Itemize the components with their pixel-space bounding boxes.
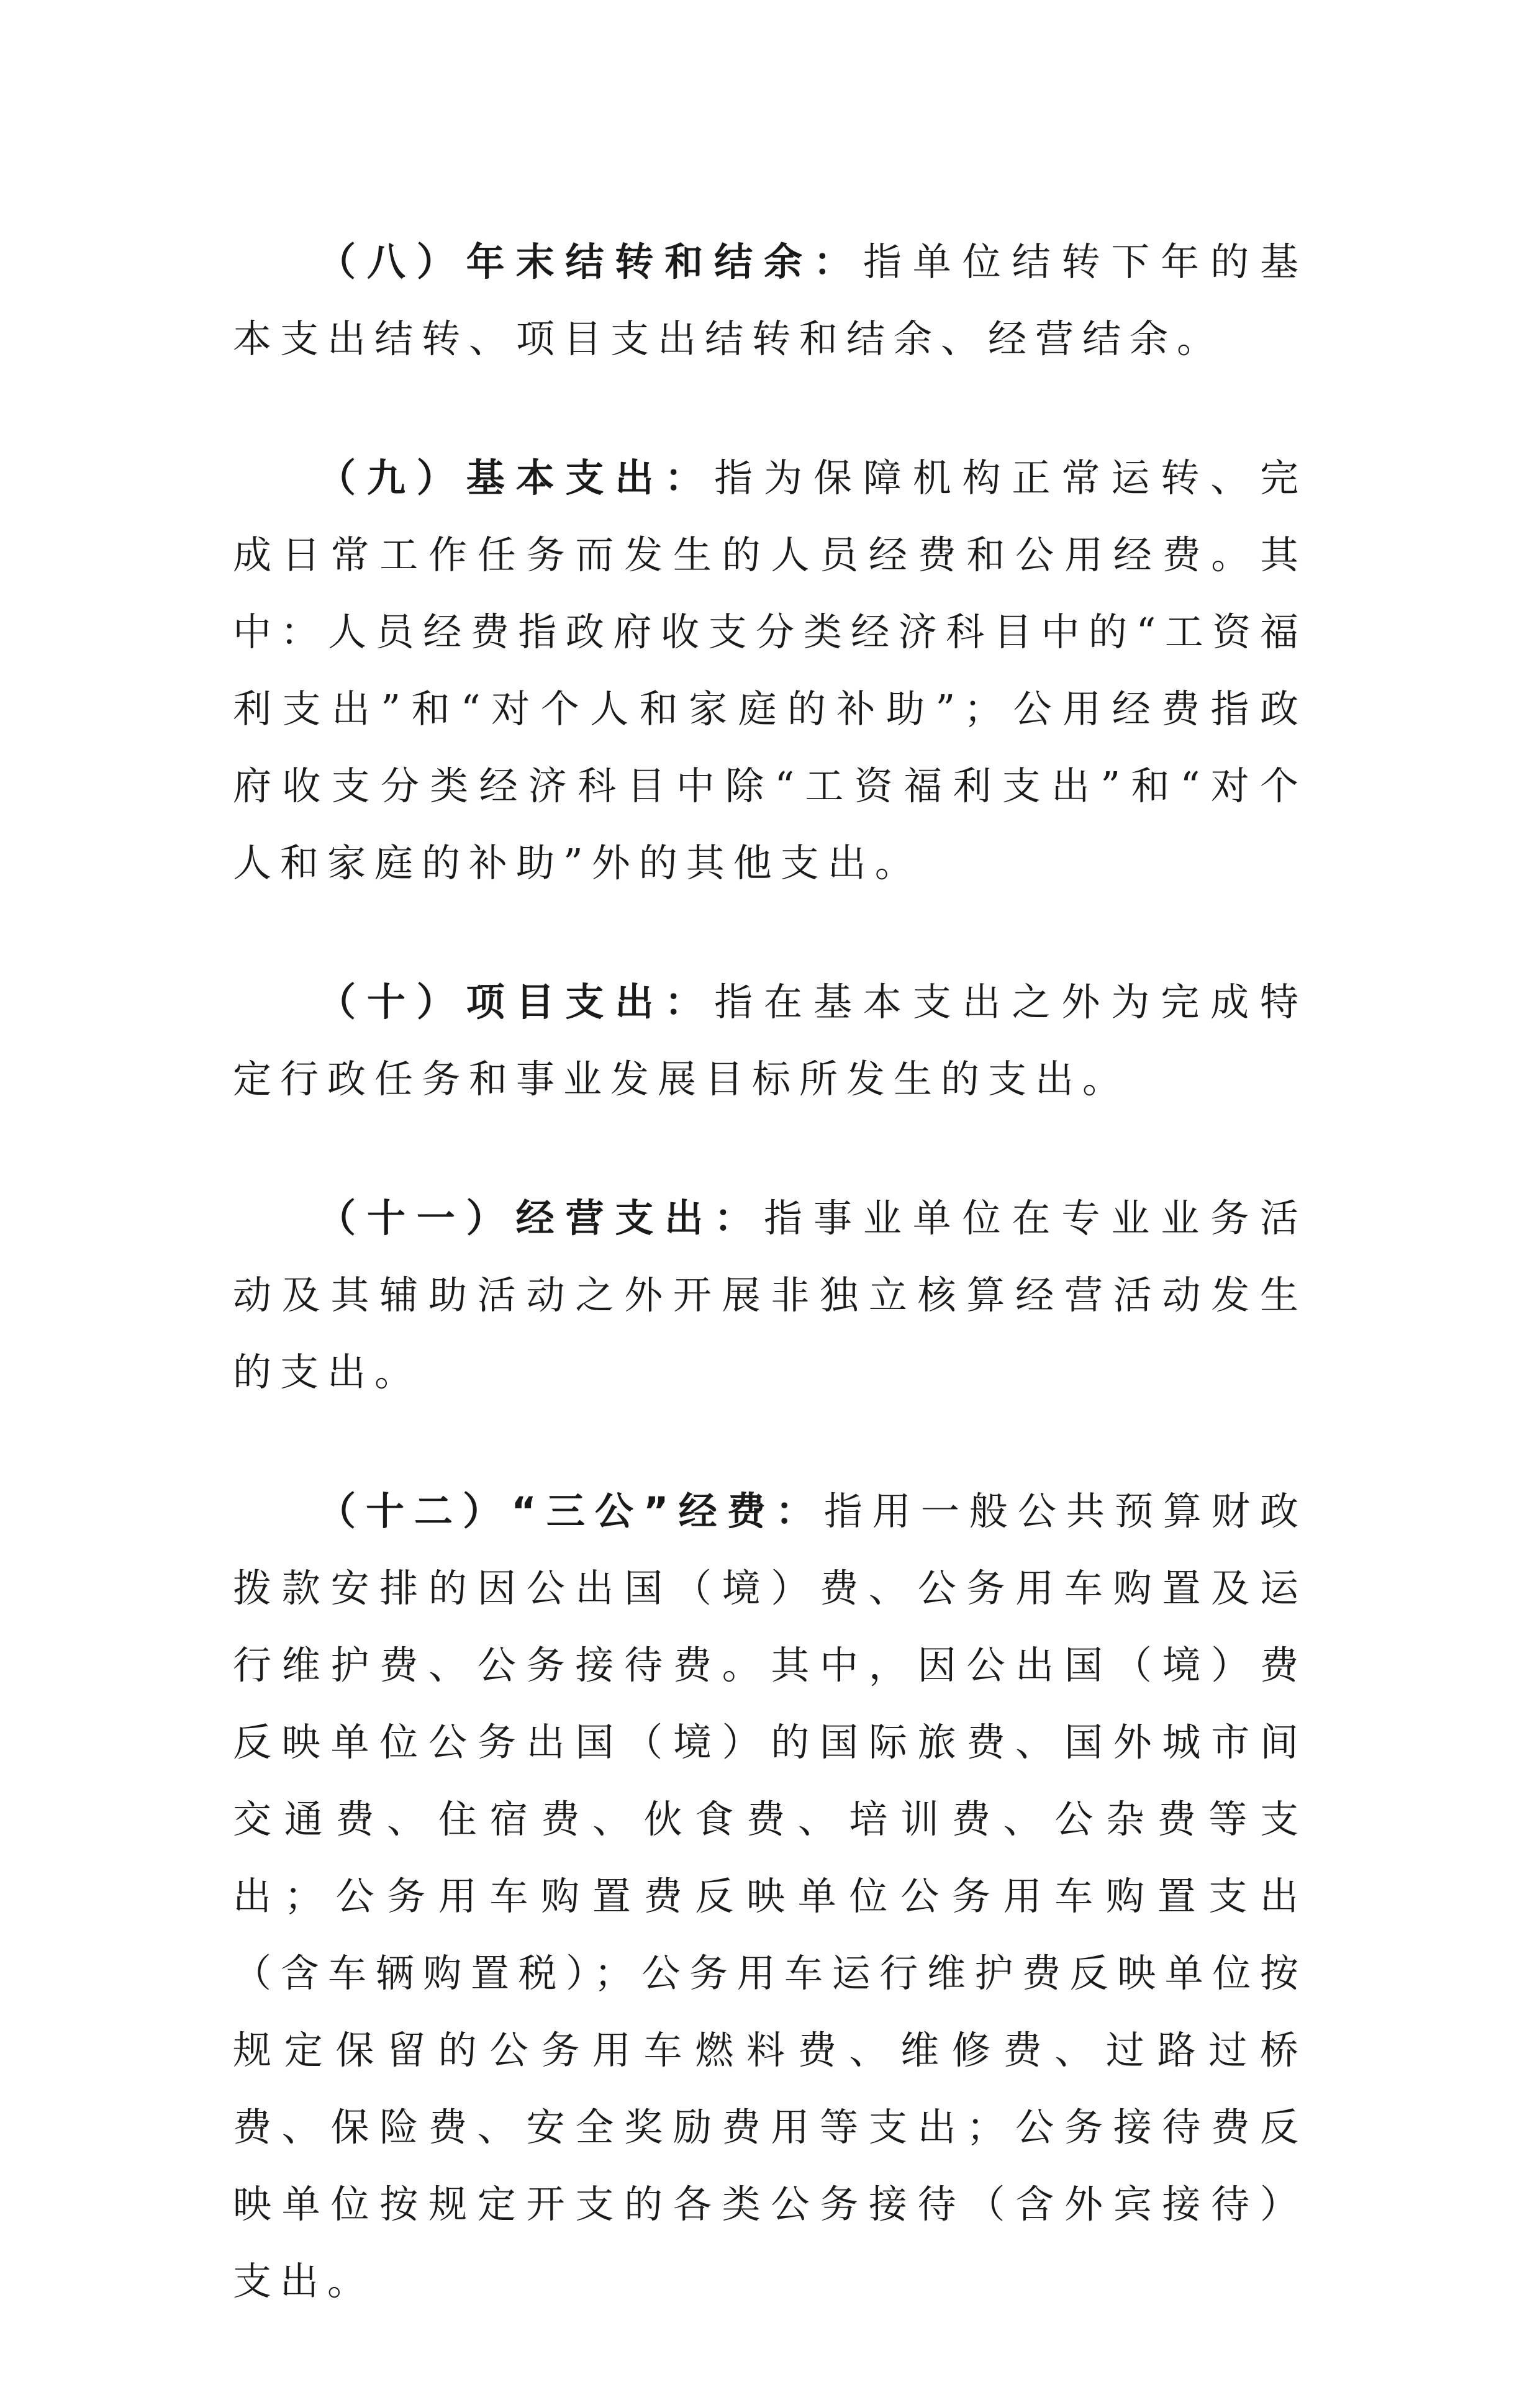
term-heading: （十二）“三公”经费： <box>317 1488 824 1534</box>
paragraph-project-expenditure <box>233 964 1307 1118</box>
term-heading: （十）项目支出： <box>317 979 715 1025</box>
paragraph-operating-expenditure <box>233 1180 1307 1411</box>
term-definition: 指事业单位在专业业务活动及其辅助活动之外开展非独立核算经营活动发生的支出。 <box>233 1195 1307 1395</box>
term-heading: （十一）经营支出： <box>317 1195 764 1241</box>
term-definition: 指为保障机构正常运转、完成日常工作任务而发生的人员经费和公用经费。其中：人员经费指政府收支分类经济科目中的“工资福利支出”和“对个人和家庭的补助”；公用经费指政府收支分类经济科目中除“工资福利支出”和“对个人和家庭的补助”外的其他支出。 <box>233 455 1307 885</box>
term-heading: （八）年末结转和结余： <box>317 239 863 284</box>
term-definition: 指单位结转下年的基本支出结转、项目支出结转和结余、经营结余。 <box>233 239 1307 361</box>
term-definition: 指用一般公共预算财政拨款安排的因公出国（境）费、公务用车购置及运行维护费、公务接待费。其中，因公出国（境）费反映单位公务出国（境）的国际旅费、国外城市间交通费、住宿费、伙食费、培训费、公杂费等支出；公务用车购置费反映单位公务用车购置支出（含车辆购置税）；公务用车运行维护费反映单位按规定保留的公务用车燃料费、维修费、过路过桥费、保险费、安全奖励费用等支出；公务接待费反映单位按规定开支的各类公务接待（含外宾接待）支出。 <box>233 1488 1307 2304</box>
term-heading: （九）基本支出： <box>317 455 715 500</box>
document-body <box>233 224 1307 2382</box>
paragraph-three-public-expenses <box>233 1473 1307 2320</box>
paragraph-year-end-balance <box>233 224 1307 378</box>
term-definition: 指在基本支出之外为完成特定行政任务和事业发展目标所发生的支出。 <box>233 979 1307 1102</box>
paragraph-basic-expenditure <box>233 440 1307 902</box>
